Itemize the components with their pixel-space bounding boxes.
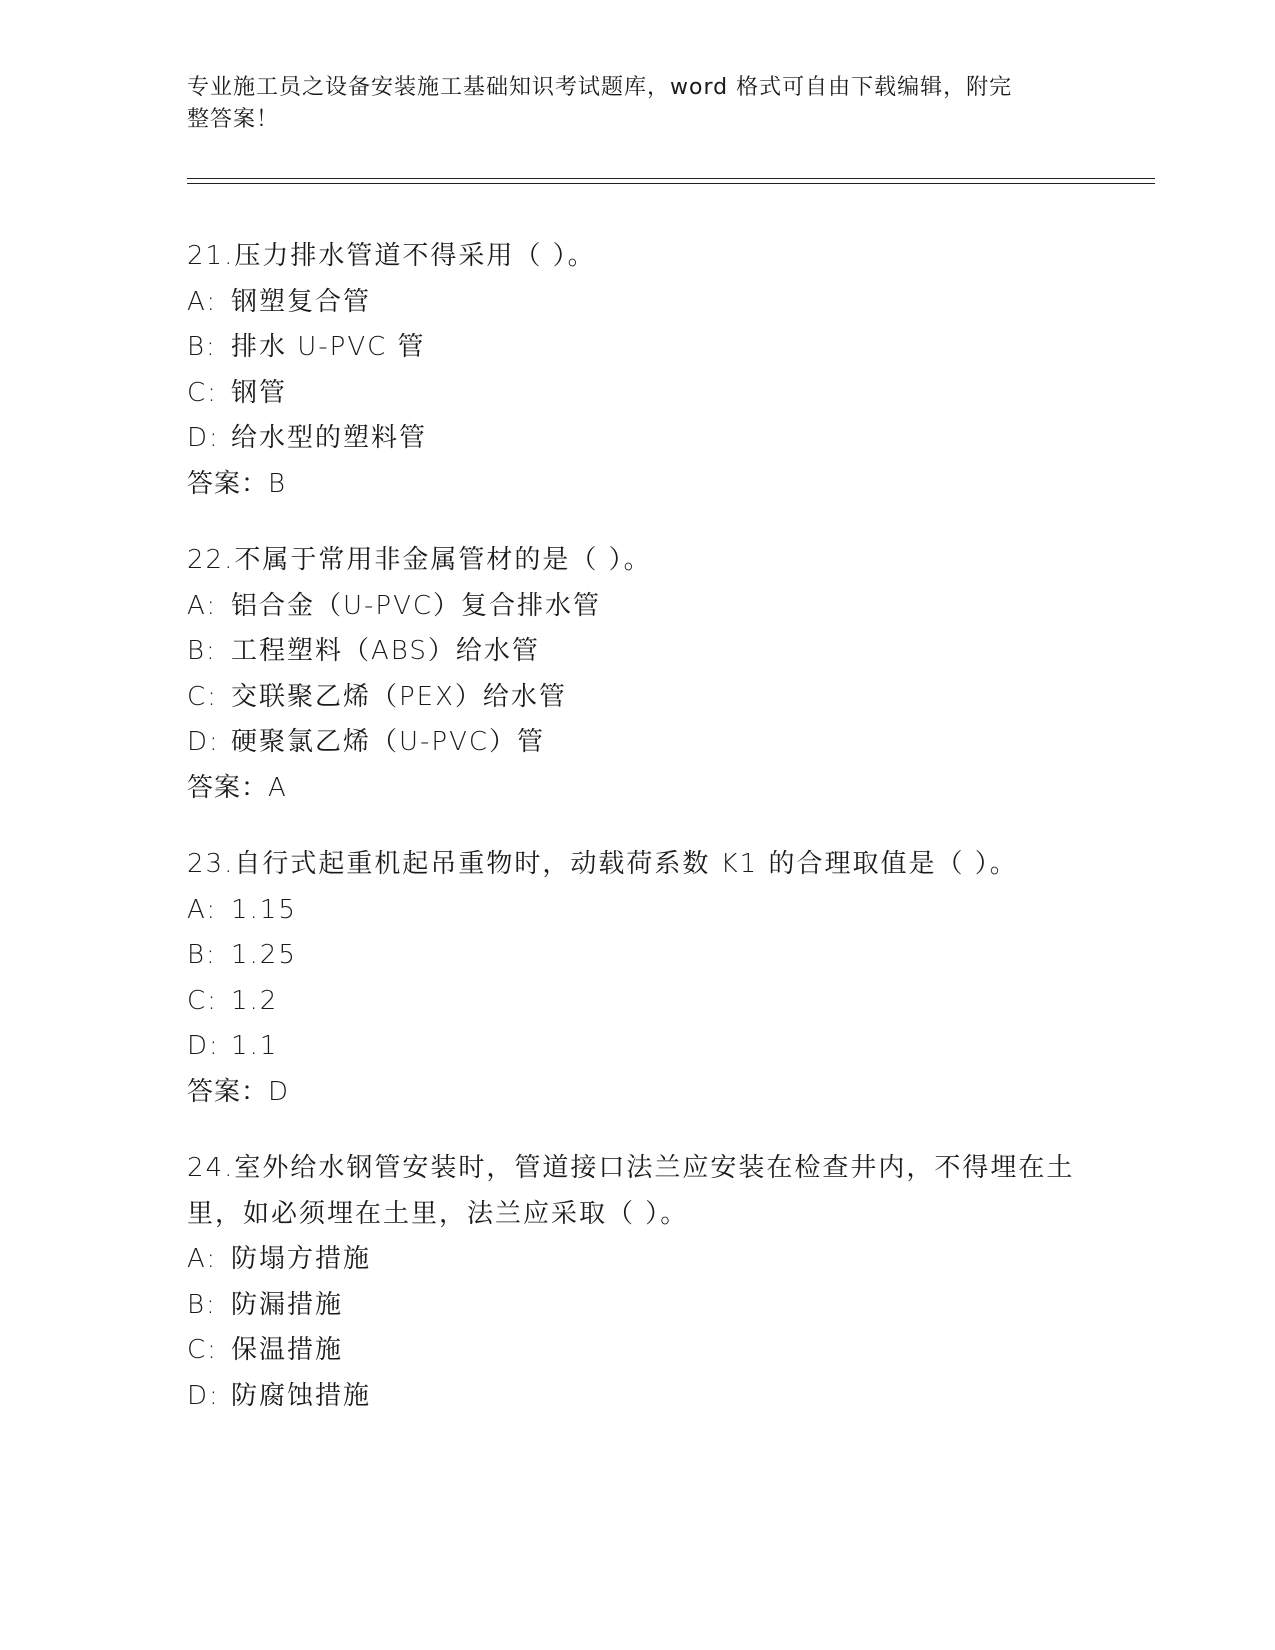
option-letter: B:: [187, 940, 217, 970]
option-letter: D:: [187, 1380, 220, 1411]
option-letter: D:: [187, 1031, 220, 1061]
option-d: [187, 416, 1087, 462]
option-text: 交联聚乙烯（PEX）给水管: [231, 681, 567, 712]
question-23: [187, 842, 1087, 1115]
option-letter: B:: [187, 332, 217, 362]
option-a: [187, 1237, 1087, 1283]
header-divider-bottom: [187, 183, 1155, 184]
option-letter: C:: [187, 985, 218, 1016]
option-a: [187, 888, 1087, 934]
option-letter: C:: [187, 1335, 218, 1365]
answer-line: 答案：B: [187, 468, 287, 499]
option-text: 硬聚氯乙烯（U-PVC）管: [231, 727, 546, 757]
option-letter: D:: [187, 727, 220, 757]
option-letter: A:: [187, 1244, 218, 1274]
document-header: [187, 72, 1067, 136]
header-line-1: 专业施工员之设备安装施工基础知识考试题库，word 格式可自由下载编辑，附完: [187, 75, 1013, 100]
header-line-2: 整答案！: [187, 107, 280, 132]
option-a: [187, 280, 1087, 326]
option-letter: A:: [187, 286, 218, 317]
option-a: [187, 584, 1087, 630]
option-letter: A:: [187, 894, 218, 925]
question-21: [187, 234, 1087, 507]
option-text: 1.1: [231, 1031, 279, 1061]
question-24: [187, 1146, 1087, 1419]
option-text: 给水型的塑料管: [231, 423, 428, 453]
option-text: 钢塑复合管: [231, 286, 372, 317]
option-b: [187, 933, 1087, 979]
option-letter: B:: [187, 636, 217, 666]
option-text: 1.25: [231, 940, 297, 970]
option-letter: C:: [187, 681, 218, 712]
option-d: [187, 1024, 1087, 1070]
question-stem: 23.自行式起重机起吊重物时，动载荷系数 K1 的合理取值是（ ）。: [187, 849, 1018, 879]
option-b: [187, 1283, 1087, 1329]
option-text: 防腐蚀措施: [231, 1380, 372, 1411]
answer-line: 答案：D: [187, 1076, 290, 1107]
option-letter: A:: [187, 590, 218, 621]
option-text: 工程塑料（ABS）给水管: [231, 636, 540, 666]
option-text: 铝合金（U-PVC）复合排水管: [231, 590, 602, 621]
option-text: 防漏措施: [231, 1289, 344, 1320]
option-text: 钢管: [231, 377, 288, 408]
header-divider-top: [187, 178, 1155, 179]
question-stem: 22.不属于常用非金属管材的是（ ）。: [187, 545, 652, 575]
option-d: [187, 1374, 1087, 1420]
option-letter: D:: [187, 423, 220, 453]
option-text: 1.2: [231, 985, 279, 1016]
question-stem: 21.压力排水管道不得采用（ ）。: [187, 241, 596, 271]
option-d: [187, 720, 1087, 766]
option-letter: C:: [187, 377, 218, 408]
option-text: 1.15: [231, 894, 297, 925]
option-b: [187, 325, 1087, 371]
option-c: [187, 979, 1087, 1025]
option-c: [187, 371, 1087, 417]
option-text: 排水 U-PVC 管: [231, 332, 426, 362]
option-c: [187, 1328, 1087, 1374]
question-stem: 24.室外给水钢管安装时，管道接口法兰应安装在检查井内，不得埋在土里，如必须埋在土里，法兰应采取（ ）。: [187, 1153, 1075, 1229]
option-c: [187, 675, 1087, 721]
answer-line: 答案：A: [187, 772, 287, 803]
option-text: 保温措施: [231, 1335, 344, 1365]
question-22: [187, 538, 1087, 811]
option-letter: B:: [187, 1289, 217, 1320]
option-text: 防塌方措施: [231, 1244, 372, 1274]
option-b: [187, 629, 1087, 675]
question-list: [187, 234, 1087, 1450]
